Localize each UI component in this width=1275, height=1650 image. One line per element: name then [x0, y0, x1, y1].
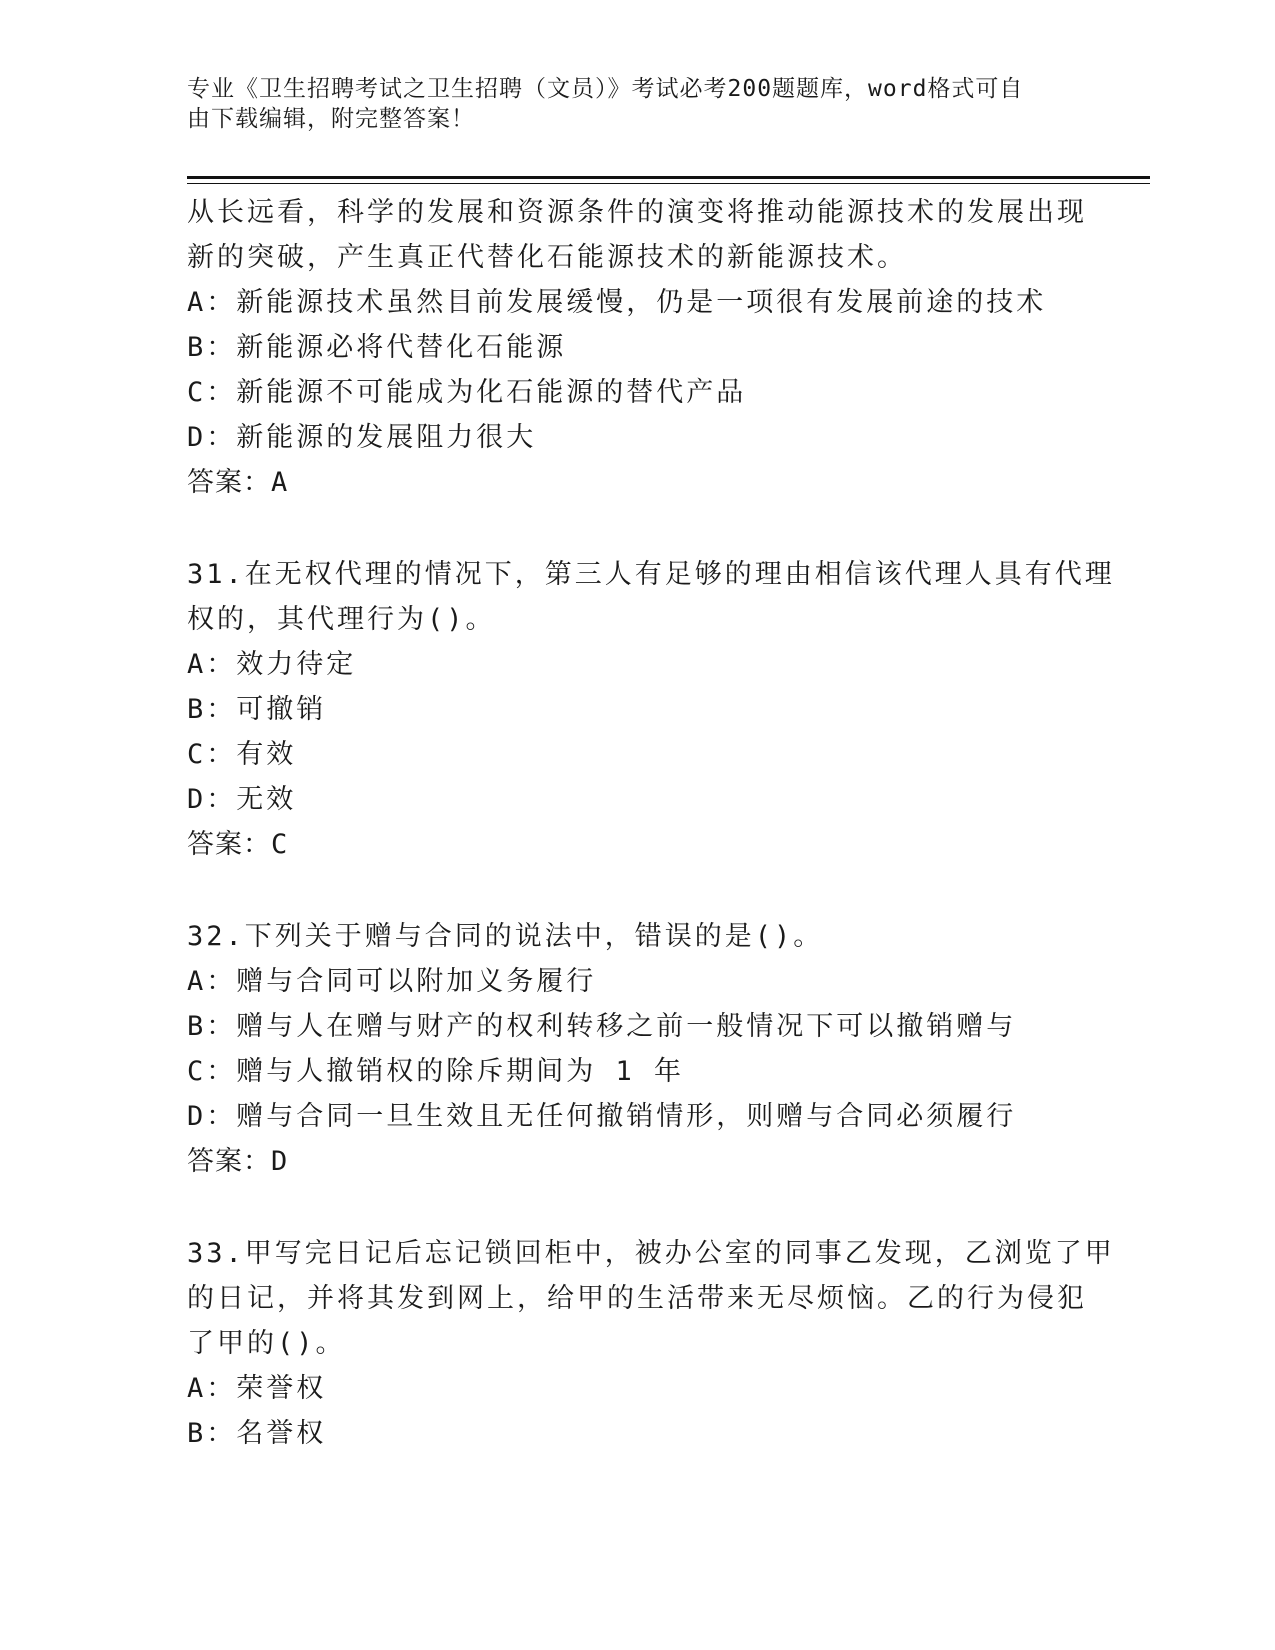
question-list: [187, 190, 1115, 1456]
option-b: B：赠与人在赠与财产的权利转移之前一般情况下可以撤销赠与: [187, 1011, 1017, 1042]
header-line-1: 专业《卫生招聘考试之卫生招聘（文员）》考试必考200题题库，word格式可自: [187, 76, 1024, 102]
answer-line: 答案：D: [187, 1146, 289, 1177]
question-stem-line: 的日记，并将其发到网上，给甲的生活带来无尽烦恼。乙的行为侵犯: [187, 1283, 1087, 1314]
option-b: B：新能源必将代替化石能源: [187, 332, 567, 363]
question-stem-line: 从长远看，科学的发展和资源条件的演变将推动能源技术的发展出现: [187, 197, 1087, 228]
question-stem-line: 了甲的()。: [187, 1328, 346, 1359]
question-30: [187, 190, 1087, 505]
question-stem-line: 31.在无权代理的情况下，第三人有足够的理由相信该代理人具有代理: [187, 559, 1115, 590]
question-32: [187, 914, 1087, 1184]
option-a: A：赠与合同可以附加义务履行: [187, 966, 597, 997]
question-stem-line: 权的，其代理行为()。: [187, 604, 496, 635]
question-stem-line: 新的突破，产生真正代替化石能源技术的新能源技术。: [187, 242, 907, 273]
header-divider-thin: [187, 183, 1150, 184]
answer-line: 答案：C: [187, 829, 289, 860]
option-c: C：赠与人撤销权的除斥期间为 1 年: [187, 1056, 685, 1087]
question-stem-line: 33.甲写完日记后忘记锁回柜中，被办公室的同事乙发现，乙浏览了甲: [187, 1238, 1115, 1269]
question-stem-line: 32.下列关于赠与合同的说法中，错误的是()。: [187, 921, 824, 952]
document-header: [187, 74, 1067, 134]
question-31: [187, 552, 1115, 867]
option-c: C：新能源不可能成为化石能源的替代产品: [187, 377, 747, 408]
option-d: D：新能源的发展阻力很大: [187, 422, 537, 453]
option-a: A：荣誉权: [187, 1373, 327, 1404]
option-c: C：有效: [187, 739, 297, 770]
option-a: A：新能源技术虽然目前发展缓慢，仍是一项很有发展前途的技术: [187, 287, 1047, 318]
header-divider-thick: [187, 176, 1150, 179]
option-b: B：可撤销: [187, 694, 327, 725]
option-d: D：无效: [187, 784, 297, 815]
header-line-2: 由下载编辑，附完整答案！: [187, 106, 475, 132]
option-d: D：赠与合同一旦生效且无任何撤销情形，则赠与合同必须履行: [187, 1101, 1017, 1132]
spacer: [187, 867, 1087, 914]
spacer: [187, 505, 1087, 552]
answer-line: 答案：A: [187, 467, 289, 498]
spacer: [187, 1184, 1087, 1231]
question-33: [187, 1231, 1115, 1456]
option-b: B：名誉权: [187, 1418, 327, 1449]
option-a: A：效力待定: [187, 649, 357, 680]
